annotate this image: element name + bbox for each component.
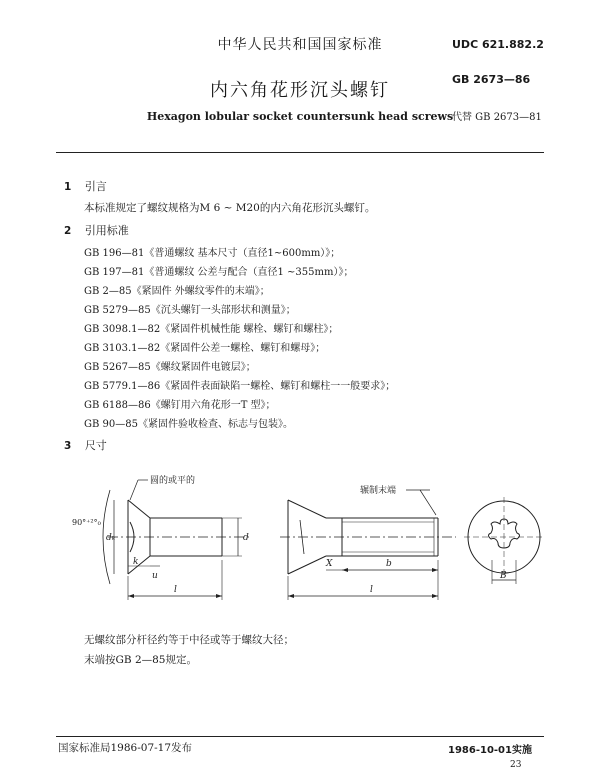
label-l-left: l <box>174 585 177 595</box>
section-3-title: 尺寸 <box>84 439 107 452</box>
reference-item: GB 6188—86《螺钉用六角花形一T 型》； <box>84 400 276 411</box>
reference-item: GB 3098.1—82《紧固件机械性能 螺栓、螺钉和螺柱》； <box>84 324 339 335</box>
label-k: k <box>133 557 139 567</box>
reference-item: GB 196—81《普通螺纹 基本尺寸（直径1~600mm）》； <box>84 248 341 259</box>
middle-view <box>280 490 456 600</box>
label-b: b <box>386 559 392 569</box>
reference-item: GB 2—85《紧固件 外螺纹零件的末端》； <box>84 286 270 297</box>
section-1-number: 1 <box>64 181 72 193</box>
label-rolled-end: 辗制末端 <box>360 486 397 496</box>
section-1-heading <box>64 178 107 194</box>
effective-date: 1986-10-01实施 <box>448 745 532 756</box>
reference-item: GB 197—81《普通螺纹 公差与配合（直径1 ~355mm）》； <box>84 267 354 278</box>
note-1: 无螺纹部分杆径约等于中径或等于螺纹大径； <box>84 634 294 646</box>
left-view <box>103 480 250 600</box>
section-1-title: 引言 <box>84 180 107 193</box>
header-rule <box>56 152 544 153</box>
section-3-number: 3 <box>64 440 72 452</box>
title-english: Hexagon lobular socket countersunk head screws <box>146 110 454 123</box>
screw-drawing <box>0 460 600 620</box>
reference-item: GB 90—85《紧固件验收检查、标志与包装》。 <box>84 419 293 430</box>
footer-rule <box>56 736 544 737</box>
issue-date: 国家标准局1986-07-17发布 <box>58 742 193 754</box>
label-angle: 90°⁺²°₀ <box>72 518 101 527</box>
standard-number: GB 2673—86 <box>452 73 531 86</box>
section-3-heading <box>64 437 107 453</box>
reference-item: GB 5267—85《螺纹紧固件电镀层》； <box>84 362 256 373</box>
label-B: B <box>500 571 507 581</box>
reference-item: GB 3103.1—82《紧固件公差一螺栓、螺钉和螺母》； <box>84 343 326 354</box>
issuer-title: 中华人民共和国国家标准 <box>217 37 383 53</box>
label-u: u <box>152 571 158 581</box>
label-d: d <box>243 533 249 543</box>
label-x: X <box>326 559 333 569</box>
section-1-body: 本标准规定了螺纹规格为M 6 ~ M20的内六角花形沉头螺钉。 <box>84 202 376 214</box>
section-2-number: 2 <box>64 225 72 237</box>
page-number: 23 <box>510 760 522 770</box>
section-2-heading <box>64 222 129 238</box>
section-2-title: 引用标准 <box>84 224 129 237</box>
replaces-standard: 代替 GB 2673—81 <box>452 112 542 123</box>
note-2: 末端按GB 2—85规定。 <box>84 654 197 666</box>
label-dk: dₖ <box>106 533 116 543</box>
label-round-or-flat: 圆的或平的 <box>150 476 196 486</box>
title-chinese: 内六角花形沉头螺钉 <box>210 80 390 101</box>
reference-item: GB 5279—85《沉头螺钉一头部形状和测量》； <box>84 305 296 316</box>
reference-item: GB 5779.1—86《紧固件表面缺陷一螺栓、螺钉和螺柱一一般要求》； <box>84 381 396 392</box>
udc-number: UDC 621.882.2 <box>452 38 544 51</box>
label-l-middle: l <box>370 585 373 595</box>
